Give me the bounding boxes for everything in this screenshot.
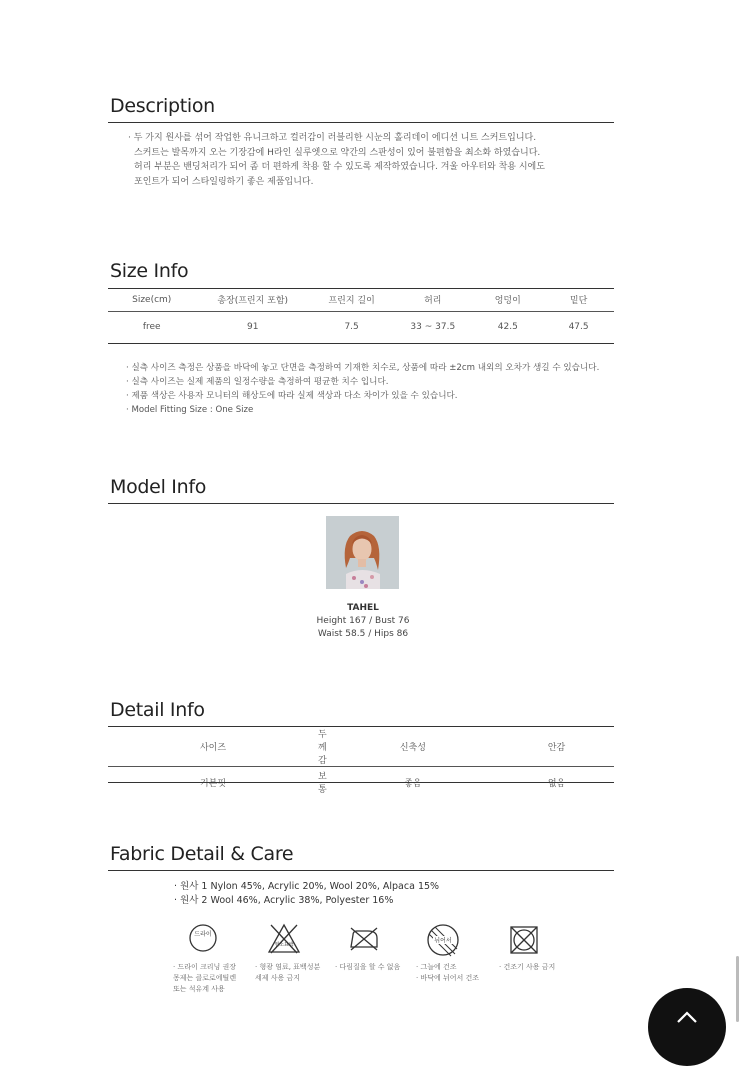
fabric-line: · 원사 2 Wool 46%, Acrylic 38%, Polyester 16% (174, 895, 394, 906)
size-header-cell: 밑단 (569, 296, 588, 307)
no-iron-icon (348, 926, 380, 956)
detail-table-bottom-rule (108, 782, 614, 783)
size-header-cell: 프린지 길이 (328, 296, 375, 307)
size-cell: free (142, 321, 161, 332)
detail-table-header-row (108, 727, 614, 767)
svg-text:염소표백: 염소표백 (274, 942, 294, 948)
size-header-cell: Size(cm) (132, 294, 172, 305)
flat-dry-shade-icon (426, 923, 460, 961)
scroll-top-button[interactable] (648, 988, 726, 1066)
fabric-title: Fabric Detail & Care (110, 843, 294, 865)
size-note: · Model Fitting Size : One Size (126, 405, 254, 415)
model-details (300, 602, 426, 641)
care-text-shade-dry: · 그늘에 건조 · 바닥에 뉘어서 건조 (416, 963, 479, 982)
care-text-no-tumble: · 건조기 사용 금지 (499, 963, 556, 971)
model-measure-1: Height 167 / Bust 76 (316, 616, 410, 626)
size-header-cell: 총장(프린지 포함) (217, 296, 289, 307)
size-table-header-row (108, 289, 614, 311)
model-name: TAHEL (347, 603, 379, 613)
model-info-divider (108, 503, 614, 504)
scrollbar[interactable] (736, 956, 739, 1022)
detail-header-cell: 사이즈 (199, 743, 227, 753)
svg-text:드라이: 드라이 (194, 931, 212, 938)
svg-text:뉘어서: 뉘어서 (434, 937, 452, 945)
detail-header-cell: 신축성 (399, 743, 426, 753)
size-notes (126, 361, 599, 417)
detail-cell: 없음 (547, 778, 566, 789)
detail-cell: 보통 (318, 772, 327, 796)
description-divider (108, 122, 614, 123)
fabric-divider (108, 870, 614, 871)
detail-header-cell: 안감 (547, 743, 566, 753)
size-cell: 33 ~ 37.5 (410, 321, 456, 332)
care-text-no-iron: · 다림질을 할 수 없음 (335, 963, 401, 971)
fabric-composition (174, 880, 439, 908)
size-cell: 42.5 (497, 321, 518, 332)
description-text (128, 131, 608, 189)
model-measure-2: Waist 58.5 / Hips 86 (317, 629, 409, 639)
description-line: 포인트가 되어 스타일링하기 좋은 제품입니다. (134, 176, 314, 187)
description-line: 허리 부분은 밴딩처리가 되어 좀 더 편하게 착용 할 수 있도록 제작하였습니다. 겨울 아우터와 착용 시에도 (134, 162, 545, 172)
model-photo (326, 516, 399, 589)
fabric-line: · 원사 1 Nylon 45%, Acrylic 20%, Wool 20%, Alpaca 15% (174, 881, 440, 892)
size-note: · 실측 사이즈는 실제 제품의 일정수량을 측정하여 평균한 치수 입니다. (126, 377, 389, 387)
model-info-title: Model Info (110, 476, 207, 498)
no-tumble-dry-icon (509, 925, 539, 959)
size-cell: 47.5 (568, 321, 589, 332)
detail-info-title: Detail Info (110, 699, 205, 721)
size-note: · 제품 색상은 사용자 모니터의 해상도에 따라 실제 색상과 다소 차이가 있을 수 있습니다. (126, 391, 458, 401)
size-header-cell: 엉덩이 (494, 296, 521, 307)
size-header-cell: 허리 (424, 296, 442, 307)
detail-cell: 기본핏 (199, 778, 227, 789)
size-cell: 91 (246, 321, 259, 332)
dry-clean-icon (188, 923, 218, 957)
chevron-up-icon (675, 1010, 699, 1024)
description-title: Description (110, 95, 215, 117)
detail-cell: 좋음 (404, 778, 422, 789)
size-table (108, 289, 614, 342)
size-info-title: Size Info (110, 260, 189, 282)
size-note: · 실측 사이즈 측정은 상품을 바닥에 놓고 단면을 측정하여 기재한 치수로, 상품에 따라 ±2cm 내외의 오차가 생길 수 있습니다. (126, 363, 600, 373)
care-text-dry-clean: · 드라이 크리닝 권장 몽제는 클로로에틸렌 또는 석유계 사용 (173, 963, 237, 993)
care-text-no-bleach: · 형광 염료, 표백성분 세제 사용 금지 (255, 963, 321, 982)
detail-table (108, 727, 614, 798)
description-line: · 두 가지 원사를 섞어 작업한 유니크하고 컬러감이 러블리한 시눈의 홀리데이 에디션 니트 스커트입니다. (128, 133, 537, 143)
size-cell: 7.5 (344, 321, 359, 332)
no-bleach-icon (267, 923, 301, 959)
size-table-row (108, 311, 614, 342)
description-line: 스커트는 발목까지 오는 기장감에 H라인 실루엣으로 약간의 스판성이 있어 불편함을 최소화 하였습니다. (134, 147, 541, 158)
detail-header-cell: 두께감 (318, 730, 327, 766)
size-table-bottom-rule (108, 343, 614, 344)
